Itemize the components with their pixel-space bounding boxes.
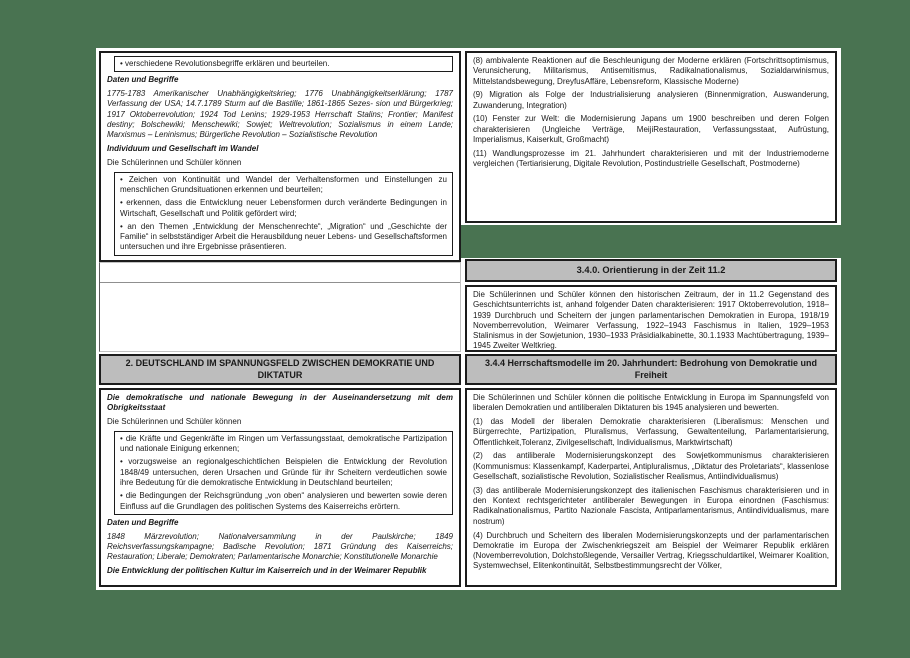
bullet-box-a xyxy=(114,56,453,72)
individuum-wandel-heading: Individuum und Gesellschaft im Wandel xyxy=(107,144,259,154)
schueler-koennen-intro: Die Schülerinnen und Schüler können xyxy=(107,157,242,167)
orientierung-header-cell xyxy=(465,259,837,282)
bottom-right-intro: Die Schülerinnen und Schüler können die politische Entwicklung in Europa im Spannungsfeld von liberalen Demokratien und antiliberalen Diktaturen bis 1945 analysieren und bewerten. xyxy=(473,393,829,413)
competency-item: (3) das antiliberale Modernisierungskonzept des italienischen Faschismus charakterisieren und in den Kontext rechtsgerichteter antiliberaler Bewegungen in Europa einordnen (Faschismus: Radikalnationalismus, Partito Nazionale Fascista, Antiparlamentarismus, Antiindividualismus, mare nostrum) xyxy=(473,485,829,526)
section-header-left-text: 2. DEUTSCHLAND IM SPANNUNGSFELD ZWISCHEN DEMOKRATIE UND DIKTATUR xyxy=(125,358,435,380)
bullet-item: • an den Themen „Entwicklung der Menschenrechte“, „Migration“ und „Geschichte der Familie“ in selbstständiger Arbeit die Herausbildung neuer Lebens- und Gesellschaftsformen untersuchen und ihre Ergebnisse präsentieren. xyxy=(120,221,447,252)
competency-item: (4) Durchbruch und Scheitern des liberalen Modernisierungskonzepts und der parlamentarischen Demokratie im Europa der Zwischenkriegszeit am Beispiel der Weimarer Republik erklären (Novemberrevolution, Dolchstoßlegende, Versailler Vertrag, Kriegsschuldartikel, Weimarer Koalition, Systemwechsel, Elitenkontinuität, Selbstbestimmungsrecht der Völker, xyxy=(473,530,829,571)
cell-top-left xyxy=(99,51,461,262)
empty-left-cell xyxy=(99,262,461,352)
row-divider xyxy=(100,263,460,283)
bullet-item: • die Bedingungen der Reichsgründung „von oben“ analysieren und bewerten sowie deren Einfluss auf die Grundlagen des politischen Systems des Kaiserreichs erörtern. xyxy=(120,491,447,511)
cell-bottom-left xyxy=(99,388,461,587)
bullet-box-c xyxy=(114,431,453,515)
daten-begriffe-text: 1775-1783 Amerikanischer Unabhängigkeitskrieg; 1776 Unabhängigkeitserklärung; 1787 Verfassung der USA; 14.7.1789 Sturm auf die Bastille; 1861-1865 Sezes- sion und Bürgerkrieg; 1917 Oktoberrevolution; 1924 Tod Lenins; 1929-1953 Herrschaft Stalins; Frontier; Manifest destiny; Bolschewiki; Menschewiki; Sowjet; Weltrevolution; Sozialismus in einem Lande; Marxismus – Leninismus; Bürgerliche Revolution – Sozialistische Revolution xyxy=(107,89,453,140)
competency-item: (9) Migration als Folge der Industrialisierung analysieren (Binnenmigration, Auswanderung, Zuwanderung, Integration) xyxy=(473,90,829,110)
topic-heading-weimarer-kultur: Die Entwicklung der politischen Kultur im Kaiserreich und in der Weimarer Republik xyxy=(107,566,427,576)
bullet-item: • verschiedene Revolutionsbegriffe erklären und beurteilen. xyxy=(120,59,330,68)
bullet-box-b xyxy=(114,172,453,256)
competency-item: (11) Wandlungsprozesse im 21. Jahrhundert charakterisieren und mit der Industriemoderne vergleichen (Tertiarisierung, Digitale Revolution, Postindustrielle Gesellschaft, Postmoderne) xyxy=(473,148,829,169)
orientierung-header-text: 3.4.0. Orientierung in der Zeit 11.2 xyxy=(576,265,726,275)
bullet-item: • vorzugsweise an regionalgeschichtlichen Beispielen die Entwicklung der Revolution 1848/49 untersuchen, deren Ursachen und Gründe für ihr Scheitern verdeutlichen sowie ihre Bedeutung für die demokratische Entwicklung in Deutschland beurteilen; xyxy=(120,457,447,488)
competency-item: (8) ambivalente Reaktionen auf die Beschleunigung der Moderne erklären (Fortschrittsoptimismus, Verunsicherung, Militarismus, Antisemitismus, Radikalnationalismus, Sozialdarwinismus, Mittelstandsbewegung, DreyfusAffäre, Lebensreform, Klassische Moderne) xyxy=(473,56,829,86)
cell-top-right xyxy=(465,51,837,223)
section-header-right-cell xyxy=(465,354,837,385)
daten-begriffe-text: 1848 Märzrevolution; Nationalversammlung in der Paulskirche; 1849 Reichsverfassungskampagne; Badische Revolution; 1871 Gründung des Kaiserreichs; Restauration; Liberale; Demokraten; Parlamentarische Monarchie; Konstitutionelle Monarchie xyxy=(107,531,453,562)
section-gap xyxy=(461,225,841,258)
competency-item: (1) das Modell der liberalen Demokratie charakterisieren (Liberalismus: Menschen und Bürgerrechte, Partizipation, Pluralismus, Verfassung, Gewaltenteilung, Parlamentarisierung, Öffentlichkeit,Toleranz, Zivilgesellschaft, Individualismus, Marktwirtschaft) xyxy=(473,417,829,447)
section-header-right-text: 3.4.4 Herrschaftsmodelle im 20. Jahrhundert: Bedrohung von Demokratie und Freiheit xyxy=(484,358,818,380)
section-header-left-cell xyxy=(99,354,461,385)
daten-begriffe-heading: Daten und Begriffe xyxy=(107,517,179,527)
bullet-item: • Zeichen von Kontinuität und Wandel der Verhaltensformen und Einstellungen zu menschlichen Grundsituationen erkennen und beurteilen; xyxy=(120,174,447,194)
competency-item: (10) Fenster zur Welt: die Modernisierung Japans um 1900 beschreiben und deren Folgen charakterisieren (Ungleiche Verträge, MeijiRestauration, Verfassungsstaat, Aufrüstung, Imperialismus, Kaiserkult, Großmacht) xyxy=(473,114,829,145)
bullet-item: • die Kräfte und Gegenkräfte im Ringen um Verfassungsstaat, demokratische Partizipation und nationale Einigung erkennen; xyxy=(120,433,447,454)
topic-heading-obrigkeitsstaat: Die demokratische und nationale Bewegung in der Auseinandersetzung mit dem Obrigkeitsstaat xyxy=(107,393,453,413)
cell-bottom-right xyxy=(465,388,837,587)
daten-begriffe-heading: Daten und Begriffe xyxy=(107,75,179,85)
orientierung-body-cell xyxy=(465,285,837,352)
schueler-koennen-intro: Die Schülerinnen und Schüler können xyxy=(107,417,242,427)
competency-item: (2) das antiliberale Modernisierungskonzept des Sowjetkommunismus charakterisieren (Kommunismus: Klassenkampf, Kaderpartei, Antipluralismus, „Diktatur des Proletariats“, klassenlose Gesellschaft, sozialistische Revolution, Sozialistischer Realismus, Antiindividualismus) xyxy=(473,451,829,482)
bullet-item: • erkennen, dass die Entwicklung neuer Lebensformen durch veränderte Bedingungen in Wirtschaft, Gesellschaft und Politik gefördert wird; xyxy=(120,198,447,218)
orientierung-body-text: Die Schülerinnen und Schüler können den historischen Zeitraum, der in 11.2 Gegenstand des Geschichtsunterrichts ist, anhand folgender Daten charakterisieren: 1917 Oktoberrevolution, 1918–1939 Durchbruch und Scheitern der jungen parlamentarischen Demokratien in Europa, 1918/19 Novemberrevolution, Weimarer Verfassung, 1922–1943 Faschismus in Italien, 1929–1953 Stalinismus in der Sowjetunion, 1930–1933 Präsidialkabinette, 30.1.1933 Machtübertragung, 1939–1945 Zweiter Weltkrieg. xyxy=(473,290,829,351)
